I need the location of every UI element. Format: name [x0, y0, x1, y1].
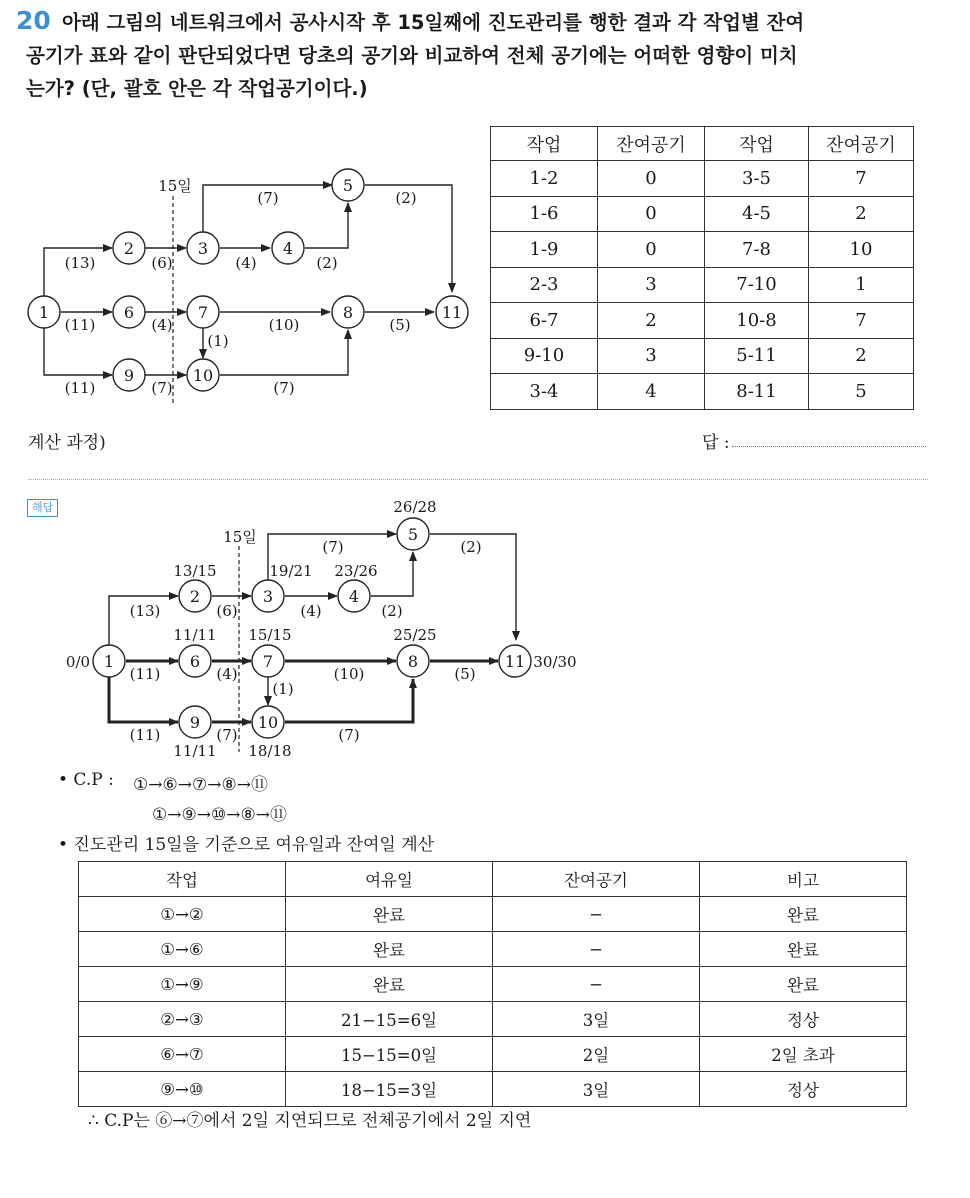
duration-1-6: (11) — [64, 316, 96, 334]
time-node-10: 18/18 — [248, 742, 292, 760]
node-label-10: 10 — [192, 366, 214, 385]
table-cell: 2일 초과 — [700, 1037, 907, 1072]
sol-node-label-9: 9 — [189, 713, 201, 732]
duration-7-8: (10) — [268, 316, 300, 334]
table-cell: 3일 — [493, 1072, 700, 1107]
table-cell: 7-10 — [705, 267, 809, 303]
question-line-1: 아래 그림의 네트워크에서 공사시작 후 15일째에 진도관리를 행한 결과 각 작업별 잔여 — [62, 11, 805, 34]
duration-8-11: (5) — [389, 316, 411, 334]
sol-node-label-11: 11 — [504, 652, 526, 671]
sol-duration-10-8: (7) — [338, 726, 360, 744]
table-header: 잔여공기 — [809, 127, 914, 161]
duration-2-3: (6) — [151, 254, 173, 272]
node-label-11: 11 — [441, 303, 463, 322]
table-row — [79, 1072, 907, 1107]
table-cell: 4-5 — [705, 196, 809, 232]
arrow-1-9 — [44, 328, 112, 375]
time-node-1: 0/0 — [65, 653, 91, 671]
table-cell: 정상 — [700, 1072, 907, 1107]
sol-node-label-4: 4 — [348, 587, 360, 606]
sol-arrow-1-9 — [109, 677, 178, 722]
duration-6-7: (4) — [151, 316, 173, 334]
node-label-3: 3 — [197, 239, 209, 258]
table-cell: 8-11 — [705, 374, 809, 410]
section-divider — [28, 479, 928, 480]
table-cell: 5-11 — [705, 338, 809, 374]
table-cell: 0 — [598, 161, 705, 197]
table-cell: 18−15=3일 — [286, 1072, 493, 1107]
sol-duration-2-3: (6) — [216, 602, 238, 620]
table-cell: ⑨→⑩ — [79, 1072, 286, 1107]
table-header: 작업 — [705, 127, 809, 161]
table-cell: 완료 — [700, 932, 907, 967]
progress-title: • 진도관리 15일을 기준으로 여유일과 잔여일 계산 — [58, 835, 435, 855]
time-node-4: 23/26 — [334, 562, 378, 580]
duration-3-5: (7) — [257, 189, 279, 207]
duration-1-2: (13) — [64, 254, 96, 272]
table-header: 잔여공기 — [598, 127, 705, 161]
table-cell: 3일 — [493, 1002, 700, 1037]
table-cell: − — [493, 897, 700, 932]
table-cell: 1 — [809, 267, 914, 303]
table-cell: 10-8 — [705, 303, 809, 339]
sol-arrow-10-8 — [285, 679, 413, 722]
table-cell: 15−15=0일 — [286, 1037, 493, 1072]
sol-duration-7-10: (1) — [272, 680, 294, 698]
progress-table — [78, 861, 907, 1107]
table-row — [491, 196, 914, 232]
sol-duration-4-5: (2) — [381, 602, 403, 620]
time-node-8: 25/25 — [393, 626, 437, 644]
time-node-9: 11/11 — [173, 742, 217, 760]
table-cell: 완료 — [700, 897, 907, 932]
sol-node-label-2: 2 — [189, 587, 201, 606]
checkpoint-label: 15일 — [158, 177, 192, 195]
table-cell: 완료 — [286, 897, 493, 932]
table-row — [491, 161, 914, 197]
table-cell: 완료 — [286, 932, 493, 967]
table-cell: 3 — [598, 267, 705, 303]
table-cell: 3-5 — [705, 161, 809, 197]
time-node-3: 19/21 — [269, 562, 313, 580]
table-header: 작업 — [491, 127, 598, 161]
table-cell: ⑥→⑦ — [79, 1037, 286, 1072]
solution-tag: 해답 — [27, 499, 58, 517]
table-cell: 2 — [598, 303, 705, 339]
node-label-4: 4 — [282, 239, 294, 258]
sol-duration-9-10: (7) — [216, 726, 238, 744]
duration-1-9: (11) — [64, 379, 96, 397]
table-cell: 7 — [809, 303, 914, 339]
table-cell: 6-7 — [491, 303, 598, 339]
sol-duration-7-8: (10) — [333, 665, 365, 683]
table-cell: 2일 — [493, 1037, 700, 1072]
table-cell: 0 — [598, 232, 705, 268]
question-line-2: 공기가 표와 같이 판단되었다면 당초의 공기와 비교하여 전체 공기에는 어떠한 영향이 미치 — [26, 44, 798, 67]
sol-node-label-6: 6 — [189, 652, 201, 671]
answer-label: 답 : — [702, 433, 730, 453]
question-line-3: 는가? (단, 괄호 안은 각 작업공기이다.) — [26, 77, 368, 100]
table-cell: 4 — [598, 374, 705, 410]
table-cell: 정상 — [700, 1002, 907, 1037]
table-header: 잔여공기 — [493, 862, 700, 897]
table-cell: 7 — [809, 161, 914, 197]
sol-node-label-7: 7 — [262, 652, 274, 671]
duration-3-4: (4) — [235, 254, 257, 272]
sol-checkpoint-label: 15일 — [223, 528, 257, 546]
answer-blank-line — [732, 446, 926, 447]
sol-node-label-5: 5 — [407, 525, 419, 544]
node-label-6: 6 — [123, 303, 135, 322]
table-cell: 2 — [809, 196, 914, 232]
table-row — [79, 1037, 907, 1072]
duration-10-8: (7) — [273, 379, 295, 397]
table-cell: − — [493, 967, 700, 1002]
sol-duration-3-5: (7) — [322, 538, 344, 556]
critical-path-2: ①→⑨→⑩→⑧→⑪ — [152, 805, 287, 825]
table-row — [79, 1002, 907, 1037]
table-cell: 21−15=6일 — [286, 1002, 493, 1037]
table-header: 여유일 — [286, 862, 493, 897]
table-cell: ②→③ — [79, 1002, 286, 1037]
table-header: 비고 — [700, 862, 907, 897]
time-node-6: 11/11 — [173, 626, 217, 644]
node-label-9: 9 — [123, 366, 135, 385]
table-row — [79, 897, 907, 932]
table-row — [491, 374, 914, 410]
table-row — [491, 338, 914, 374]
conclusion: ∴ C.P는 ⑥→⑦에서 2일 지연되므로 전체공기에서 2일 지연 — [88, 1111, 532, 1131]
time-node-11: 30/30 — [533, 653, 577, 671]
time-node-7: 15/15 — [248, 626, 292, 644]
table-row — [491, 303, 914, 339]
table-cell: 10 — [809, 232, 914, 268]
duration-5-11: (2) — [395, 189, 417, 207]
table-cell: − — [493, 932, 700, 967]
table-cell: 5 — [809, 374, 914, 410]
table-cell: 0 — [598, 196, 705, 232]
calc-label: 계산 과정) — [28, 433, 106, 453]
sol-node-label-1: 1 — [103, 652, 115, 671]
table-cell: ①→⑨ — [79, 967, 286, 1002]
sol-duration-3-4: (4) — [300, 602, 322, 620]
sol-node-label-8: 8 — [407, 652, 419, 671]
problem-network-diagram — [0, 0, 480, 420]
remaining-duration-table — [490, 126, 914, 410]
table-cell: 2-3 — [491, 267, 598, 303]
table-row — [491, 232, 914, 268]
table-cell: 완료 — [700, 967, 907, 1002]
table-cell: 1-6 — [491, 196, 598, 232]
sol-duration-6-7: (4) — [216, 665, 238, 683]
duration-9-10: (7) — [151, 379, 173, 397]
table-cell: 1-9 — [491, 232, 598, 268]
table-row — [79, 932, 907, 967]
table-cell: 3 — [598, 338, 705, 374]
sol-node-label-10: 10 — [257, 713, 279, 732]
question-number: 20 — [16, 6, 51, 35]
table-cell: 완료 — [286, 967, 493, 1002]
table-cell: ①→⑥ — [79, 932, 286, 967]
time-node-2: 13/15 — [173, 562, 217, 580]
sol-duration-1-9: (11) — [129, 726, 161, 744]
sol-node-label-3: 3 — [262, 587, 274, 606]
table-cell: ①→② — [79, 897, 286, 932]
table-cell: 7-8 — [705, 232, 809, 268]
duration-7-10: (1) — [207, 332, 229, 350]
table-cell: 1-2 — [491, 161, 598, 197]
arrow-10-8 — [220, 330, 348, 375]
sol-duration-5-11: (2) — [460, 538, 482, 556]
sol-duration-1-6: (11) — [129, 665, 161, 683]
table-cell: 2 — [809, 338, 914, 374]
critical-path-label: • C.P : — [58, 770, 114, 790]
time-node-5: 26/28 — [393, 498, 437, 516]
sol-duration-1-2: (13) — [129, 602, 161, 620]
arrow-4-5 — [305, 203, 348, 248]
critical-path-1: ①→⑥→⑦→⑧→⑪ — [133, 775, 268, 795]
sol-duration-8-11: (5) — [454, 665, 476, 683]
table-row — [79, 967, 907, 1002]
table-cell: 9-10 — [491, 338, 598, 374]
node-label-2: 2 — [123, 239, 135, 258]
node-label-7: 7 — [197, 303, 209, 322]
duration-4-5: (2) — [316, 254, 338, 272]
node-label-8: 8 — [342, 303, 354, 322]
solution-network-diagram — [0, 490, 620, 770]
node-label-5: 5 — [342, 176, 354, 195]
table-header: 작업 — [79, 862, 286, 897]
table-row — [491, 267, 914, 303]
node-label-1: 1 — [38, 303, 50, 322]
table-cell: 3-4 — [491, 374, 598, 410]
